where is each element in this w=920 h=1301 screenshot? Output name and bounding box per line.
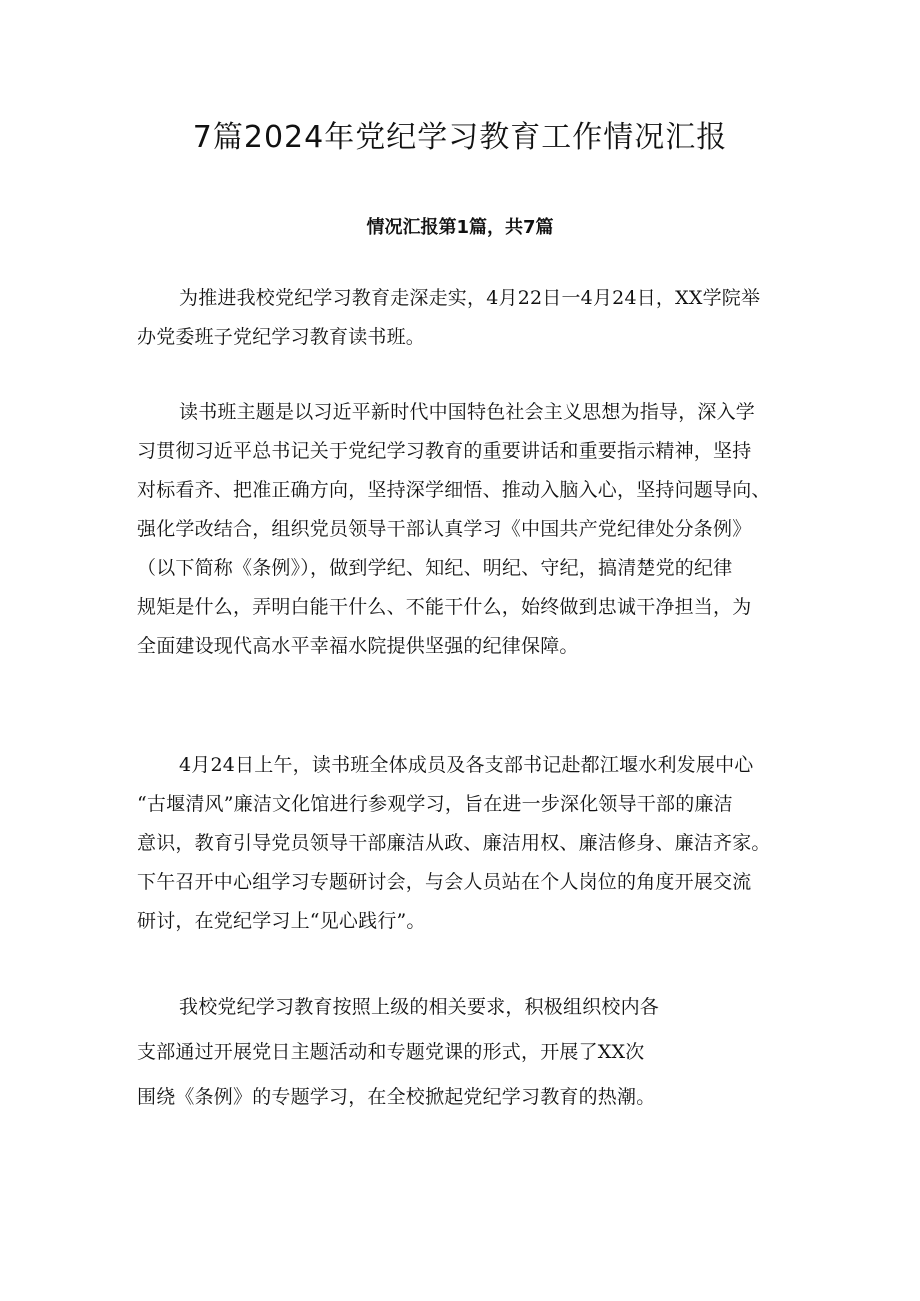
paragraph-line: 对标看齐、把准正确方向，坚持深学细悟、推动入脑入心，坚持问题导向、: [137, 479, 771, 501]
paragraph-line: 围绕《条例》的专题学习，在全校掀起党纪学习教育的热潮。: [137, 1086, 656, 1108]
paragraph-study-visit: [137, 746, 797, 941]
paragraph-line: 规矩是什么，弄明白能干什么、不能干什么，始终做到忠诚干净担当，为: [137, 596, 752, 618]
paragraph-line: 为推进我校党纪学习教育走深走实，4月22日一4月24日，XX学院举: [179, 287, 761, 309]
paragraph-line: 全面建设现代高水平幸福水院提供坚强的纪律保障。: [137, 635, 579, 657]
document-title: 7篇2024年党纪学习教育工作情况汇报: [192, 120, 728, 155]
paragraph-line: 强化学改结合，组织党员领导干部认真学习《中国共产党纪律处分条例》: [137, 518, 752, 540]
paragraph-line: 习贯彻习近平总书记关于党纪学习教育的重要讲话和重要指示精神，坚持: [137, 440, 752, 462]
paragraph-branch-activities: [137, 985, 797, 1120]
paragraph-reading-class-theme: [137, 393, 797, 666]
paragraph-line: （以下简称《条例》），做到学纪、知纪、明纪、守纪，搞清楚党的纪律: [137, 557, 733, 579]
paragraph-line: 研讨，在党纪学习上“见心践行”。: [137, 910, 426, 932]
document-subtitle: 情况汇报第1篇，共7篇: [366, 217, 554, 238]
paragraph-line: 意识，教育引导党员领导干部廉洁从政、廉洁用权、廉洁修身、廉洁齐家。: [137, 832, 771, 854]
paragraph-line: 下午召开中心组学习专题研讨会，与会人员站在个人岗位的角度开展交流: [137, 871, 752, 893]
paragraph-line: 办党委班子党纪学习教育读书班。: [137, 326, 426, 348]
paragraph-line: 读书班主题是以习近平新时代中国特色社会主义思想为指导，深入学: [179, 401, 756, 423]
paragraph-line: “古堰清风”廉洁文化馆进行参观学习，旨在进一步深化领导干部的廉洁: [137, 793, 733, 815]
paragraph-line: 4月24日上午，读书班全体成员及各支部书记赴都江堰水利发展中心: [179, 754, 754, 776]
paragraph-line: 我校党纪学习教育按照上级的相关要求，积极组织校内各: [179, 996, 660, 1018]
paragraph-line: 支部通过开展党日主题活动和专题党课的形式，开展了XX次: [137, 1041, 645, 1063]
paragraph-reading-class-intro: [137, 279, 797, 357]
